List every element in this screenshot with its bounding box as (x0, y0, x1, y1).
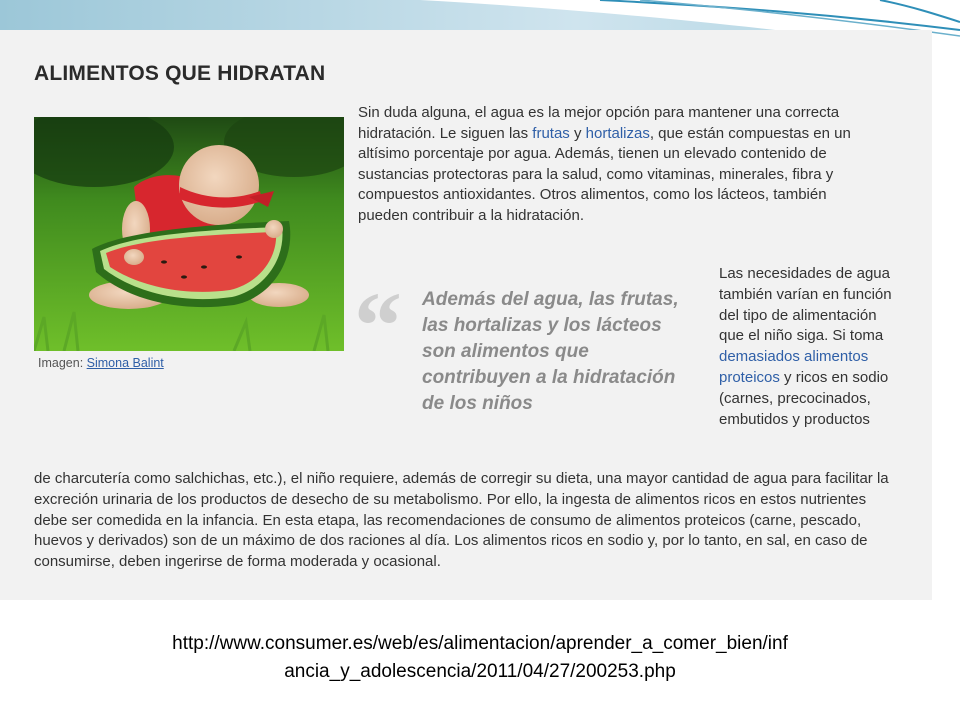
intro-text-3: , que están compuestas en un altísimo porcentaje por agua. Además, tienen un elevado contenido de sustancias protectoras para la salud, como vitaminas, minerales, fibra y compuestos antioxidantes. Otros alimentos, como los lácteos, también pueden contribuir a la hidratación. (358, 124, 851, 224)
side-text-2: y ricos en sodio (carnes, precocinados, embutidos y productos (719, 368, 889, 428)
link-alimentos-proteicos[interactable]: demasiados alimentos proteicos (719, 348, 869, 386)
caption-label: Imagen: (38, 356, 87, 370)
pullquote: Además del agua, las frutas, las hortalizas y los lácteos son alimentos que contribuyen a la hidratación de los niños (422, 289, 679, 414)
side-paragraph (719, 264, 897, 430)
continuation-paragraph: de charcutería como salchichas, etc.), el niño requiere, además de corregir su dieta, una mayor cantidad de agua para facilitar la excreción urinaria de los productos de desecho de su metabolismo. Por ello, la ingesta de alimentos ricos en estos nutrientes debe ser comedida en la infancia. En esta etapa, las recomendaciones de consumo de alimentos proteicos (carne, pescado, huevos y derivados) son de un máximo de dos raciones al día. Los alimentos ricos en sodio y, por lo tanto, en sal, en caso de consumirse, deben ingerirse de forma moderada y ocasional. (34, 470, 889, 571)
link-image-credit[interactable]: Simona Balint (86, 356, 164, 370)
image-caption (38, 356, 164, 370)
quote-mark-icon: “ (354, 272, 402, 379)
link-hortalizas[interactable]: hortalizas (585, 124, 650, 142)
source-url[interactable] (0, 630, 960, 686)
source-url-line-2[interactable]: ancia_y_adolescencia/2011/04/27/200253.php (284, 661, 676, 682)
intro-text-2: y (569, 124, 586, 142)
article-title: ALIMENTOS QUE HIDRATAN (34, 62, 326, 85)
intro-paragraph (358, 103, 878, 227)
link-frutas[interactable]: frutas (532, 124, 570, 142)
source-url-line-1[interactable]: http://www.consumer.es/web/es/alimentacion/aprender_a_comer_bien/inf (172, 633, 788, 654)
intro-text-1: Sin duda alguna, el agua es la mejor opción para mantener una correcta hidratación. Le siguen las (358, 104, 840, 142)
side-text-1: Las necesidades de agua también varían en función del tipo de alimentación que el niño siga. Si toma (719, 265, 892, 345)
baby-watermelon-photo (34, 117, 344, 351)
